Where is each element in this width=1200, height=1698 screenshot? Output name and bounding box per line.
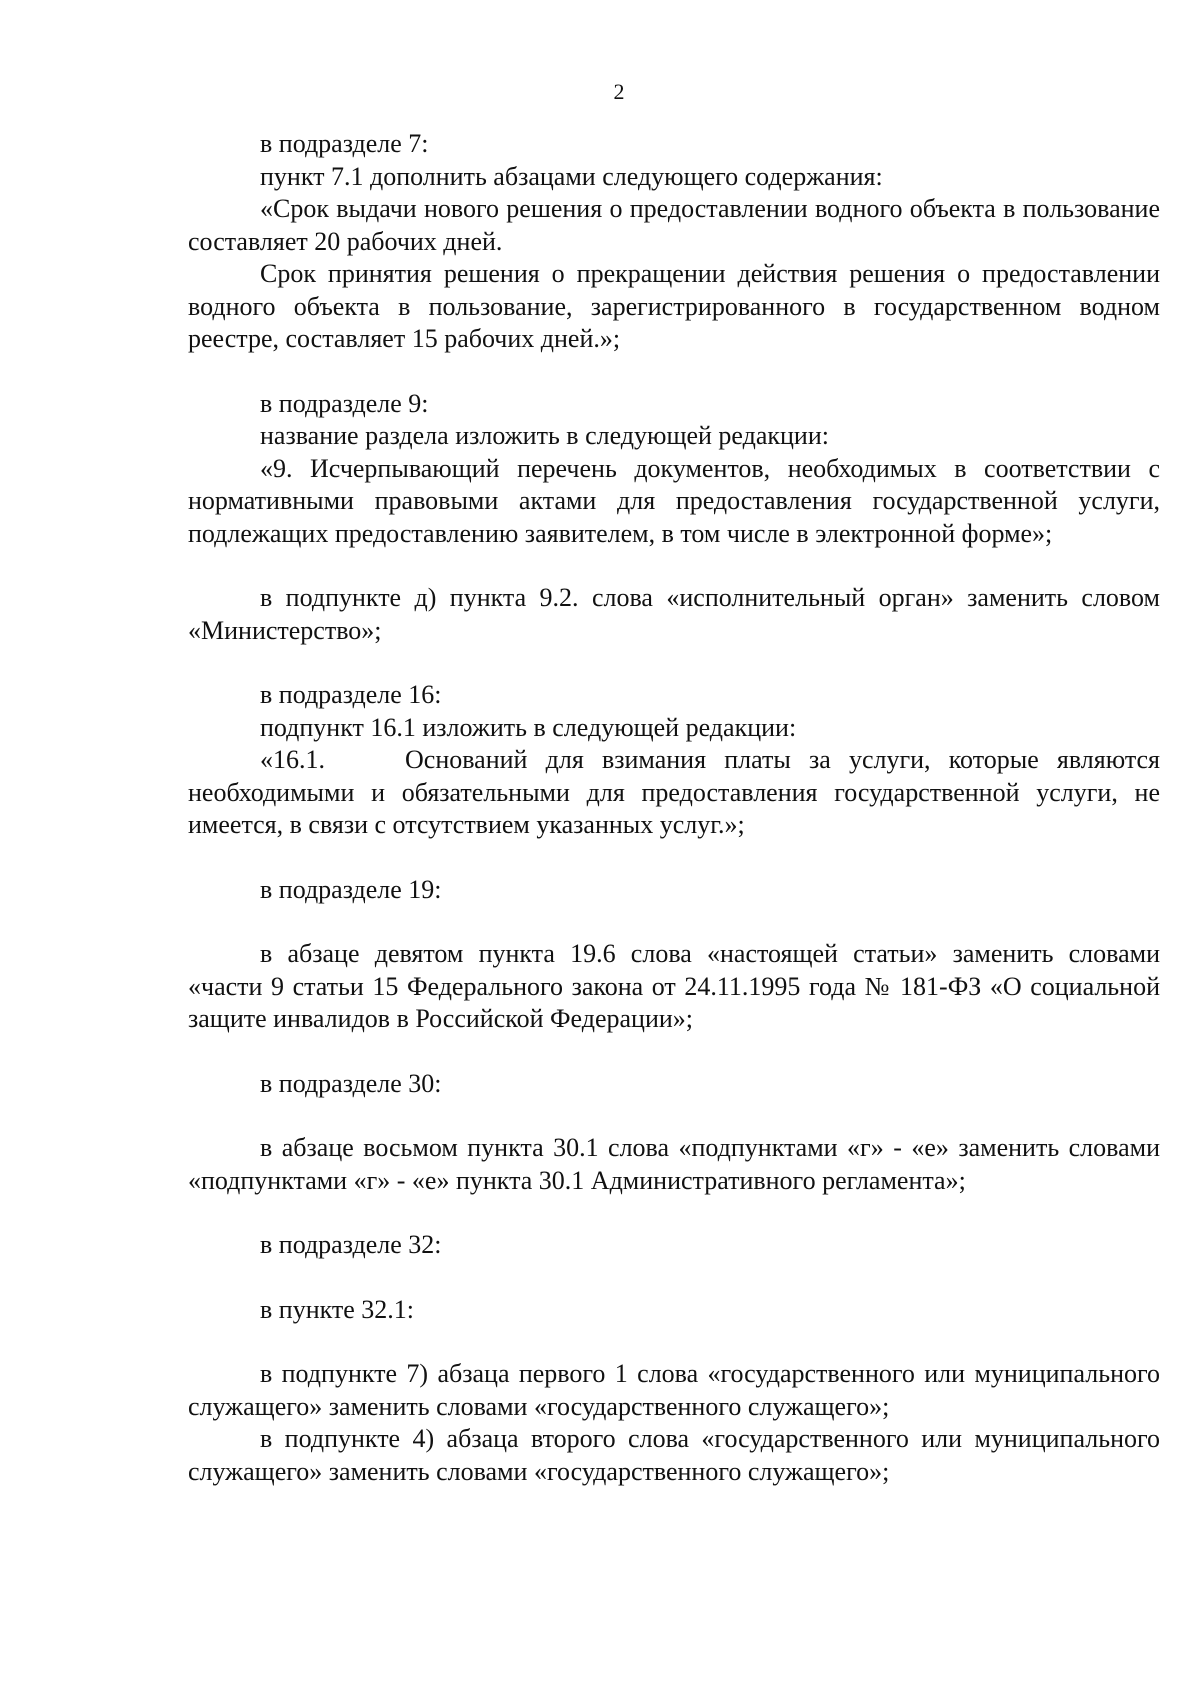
paragraph: в абзаце восьмом пункта 30.1 слова «подпунктами «г» - «е» заменить словами «подпунктами «г» - «е» пункта 30.1 Административного регламента»; [188,1133,1160,1195]
paragraph: в подразделе 30: [260,1068,442,1098]
paragraph: пункт 7.1 дополнить абзацами следующего содержания: [260,161,883,191]
paragraph: в подпункте 4) абзаца второго слова «государственного или муниципального служащего» заменить словами «государственного служащего»; [188,1424,1160,1486]
paragraph: в подразделе 7: [260,129,429,158]
paragraph: название раздела изложить в следующей редакции: [260,421,829,450]
paragraph: в подразделе 19: [260,874,442,904]
paragraph-clause-16-1 [188,744,1160,842]
paragraph: «Срок выдачи нового решения о предоставлении водного объекта в пользование составляет 20 рабочих дней. [188,194,1160,256]
page-number: 2 [613,79,625,104]
paragraph: подпункт 16.1 изложить в следующей редакции: [260,712,797,742]
clause-text: Оснований для взимания платы за услуги, которые являются необходимыми и обязательными для предоставления государственной услуги, не имеется, в связи с отсутствием указанных услуг.»; [188,745,1160,839]
clause-number: «16.1. [260,745,325,774]
paragraph: в подразделе 16: [260,680,442,709]
paragraph: в подразделе 9: [260,388,429,418]
document-body [188,128,1160,1488]
paragraph: Срок принятия решения о прекращении действия решения о предоставлении водного объекта в пользование, зарегистрированного в государственном водном реестре, составляет 15 рабочих дней.»; [188,259,1160,353]
paragraph: в подразделе 32: [260,1230,442,1259]
paragraph: в абзаце девятом пункта 19.6 слова «настоящей статьи» заменить словами «части 9 статьи 15 Федерального закона от 24.11.1995 года № 181-ФЗ «О социальной защите инвалидов в Российской Федерации»; [188,939,1160,1033]
paragraph: «9. Исчерпывающий перечень документов, необходимых в соответствии с нормативными правовыми актами для предоставления государственной услуги, подлежащих предоставлению заявителем, в том числе в электронной форме»; [188,453,1160,548]
paragraph: в пункте 32.1: [260,1294,415,1324]
paragraph: в подпункте 7) абзаца первого 1 слова «государственного или муниципального служащего» заменить словами «государственного служащего»; [188,1359,1160,1421]
paragraph: в подпункте д) пункта 9.2. слова «исполнительный орган» заменить словом «Министерство»; [188,583,1160,645]
